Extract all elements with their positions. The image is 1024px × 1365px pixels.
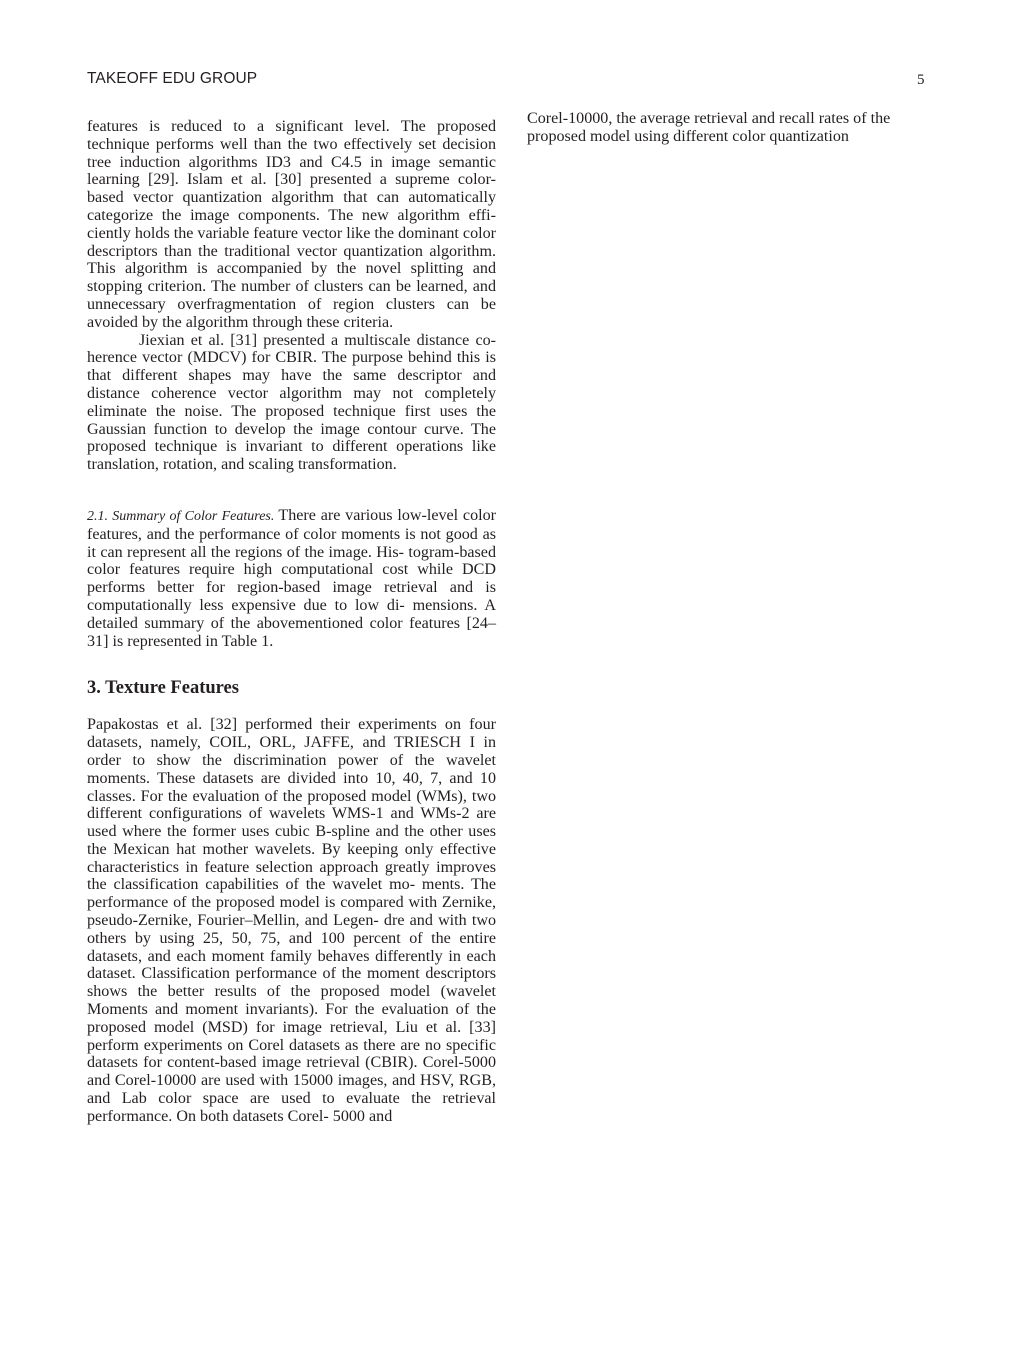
paragraph-color-features-cont: features is reduced to a significant level. The proposed technique performs well than the two effectively set decision tree induction algorithms ID3 and C4.5 in image semantic learning [29]. Islam et al. [30] presented a supreme color- based vector quantization algorithm that can automatically categorize the image components. The new algorithm effi- ciently holds the variable feature vector like the dominant color descriptors than the traditional vector quantization algorithm. This algorithm is accompanied by the novel splitting and stopping criterion. The number of clusters can be learned, and unnecessary overfragmentation of region clusters can be avoided by the algorithm through these criteria.	[87, 118, 496, 331]
paragraph-mdcv: Jiexian et al. [31] presented a multiscale distance co- herence vector (MDCV) for CBIR. The purpose behind this is that different shapes may have the same descriptor and distance coherence vector algorithm may not completely eliminate the noise. The proposed technique first uses the Gaussian function to develop the image contour curve. The proposed technique is invariant to different operations like translation, rotation, and scaling transformation.	[87, 331, 496, 474]
paragraph-corel-cont: Corel-10000, the average retrieval and recall rates of the proposed model using different color quantization	[527, 110, 891, 145]
section-heading-texture-features: 3. Texture Features	[87, 678, 239, 699]
left-column	[87, 118, 496, 1126]
page-number: 5	[917, 72, 925, 88]
right-column	[527, 110, 946, 146]
subsection-title: 2.1. Summary of Color Features.	[87, 508, 275, 524]
subsection-text: There are various low-level color features, and the performance of color moments is not good as it can represent all the regions of the image. His- togram-based color features require high computational cost while DCD performs better for region-based image retrieval and is computationally less expensive due to low di- mensions. A detailed summary of the abovementioned color features [24–31] is represented in Table 1.	[87, 506, 496, 650]
running-header: TAKEOFF EDU GROUP	[87, 70, 258, 87]
subsection-summary-color-features	[87, 507, 496, 650]
paragraph-texture-features: Papakostas et al. [32] performed their experiments on four datasets, namely, COIL, ORL, JAFFE, and TRIESCH I in order to show the discrimination power of the wavelet moments. These datasets are divided into 10, 40, 7, and 10 classes. For the evaluation of the proposed model (WMs), two different configurations of wavelets WMS-1 and WMs-2 are used where the former uses cubic B-spline and the other uses the Mexican hat mother wavelets. By keeping only effective characteristics in feature selection approach greatly improves the classification capabilities of the wavelet mo- ments. The performance of the proposed model is compared with Zernike, pseudo-Zernike, Fourier–Mellin, and Legen- dre and with two others by using 25, 50, 75, and 100 percent of the entire datasets, and each moment family behaves differently in each dataset. Classification performance of the moment descriptors shows the better results of the proposed model (wavelet Moments and moment invariants). For the evaluation of the proposed model (MSD) for image retrieval, Liu et al. [33] perform experiments on Corel datasets as there are no specific datasets for content-based image retrieval (CBIR). Corel-5000 and Corel-10000 are used with 15000 images, and HSV, RGB, and Lab color space are used to evaluate the retrieval performance. On both datasets Corel- 5000 and	[87, 716, 496, 1125]
